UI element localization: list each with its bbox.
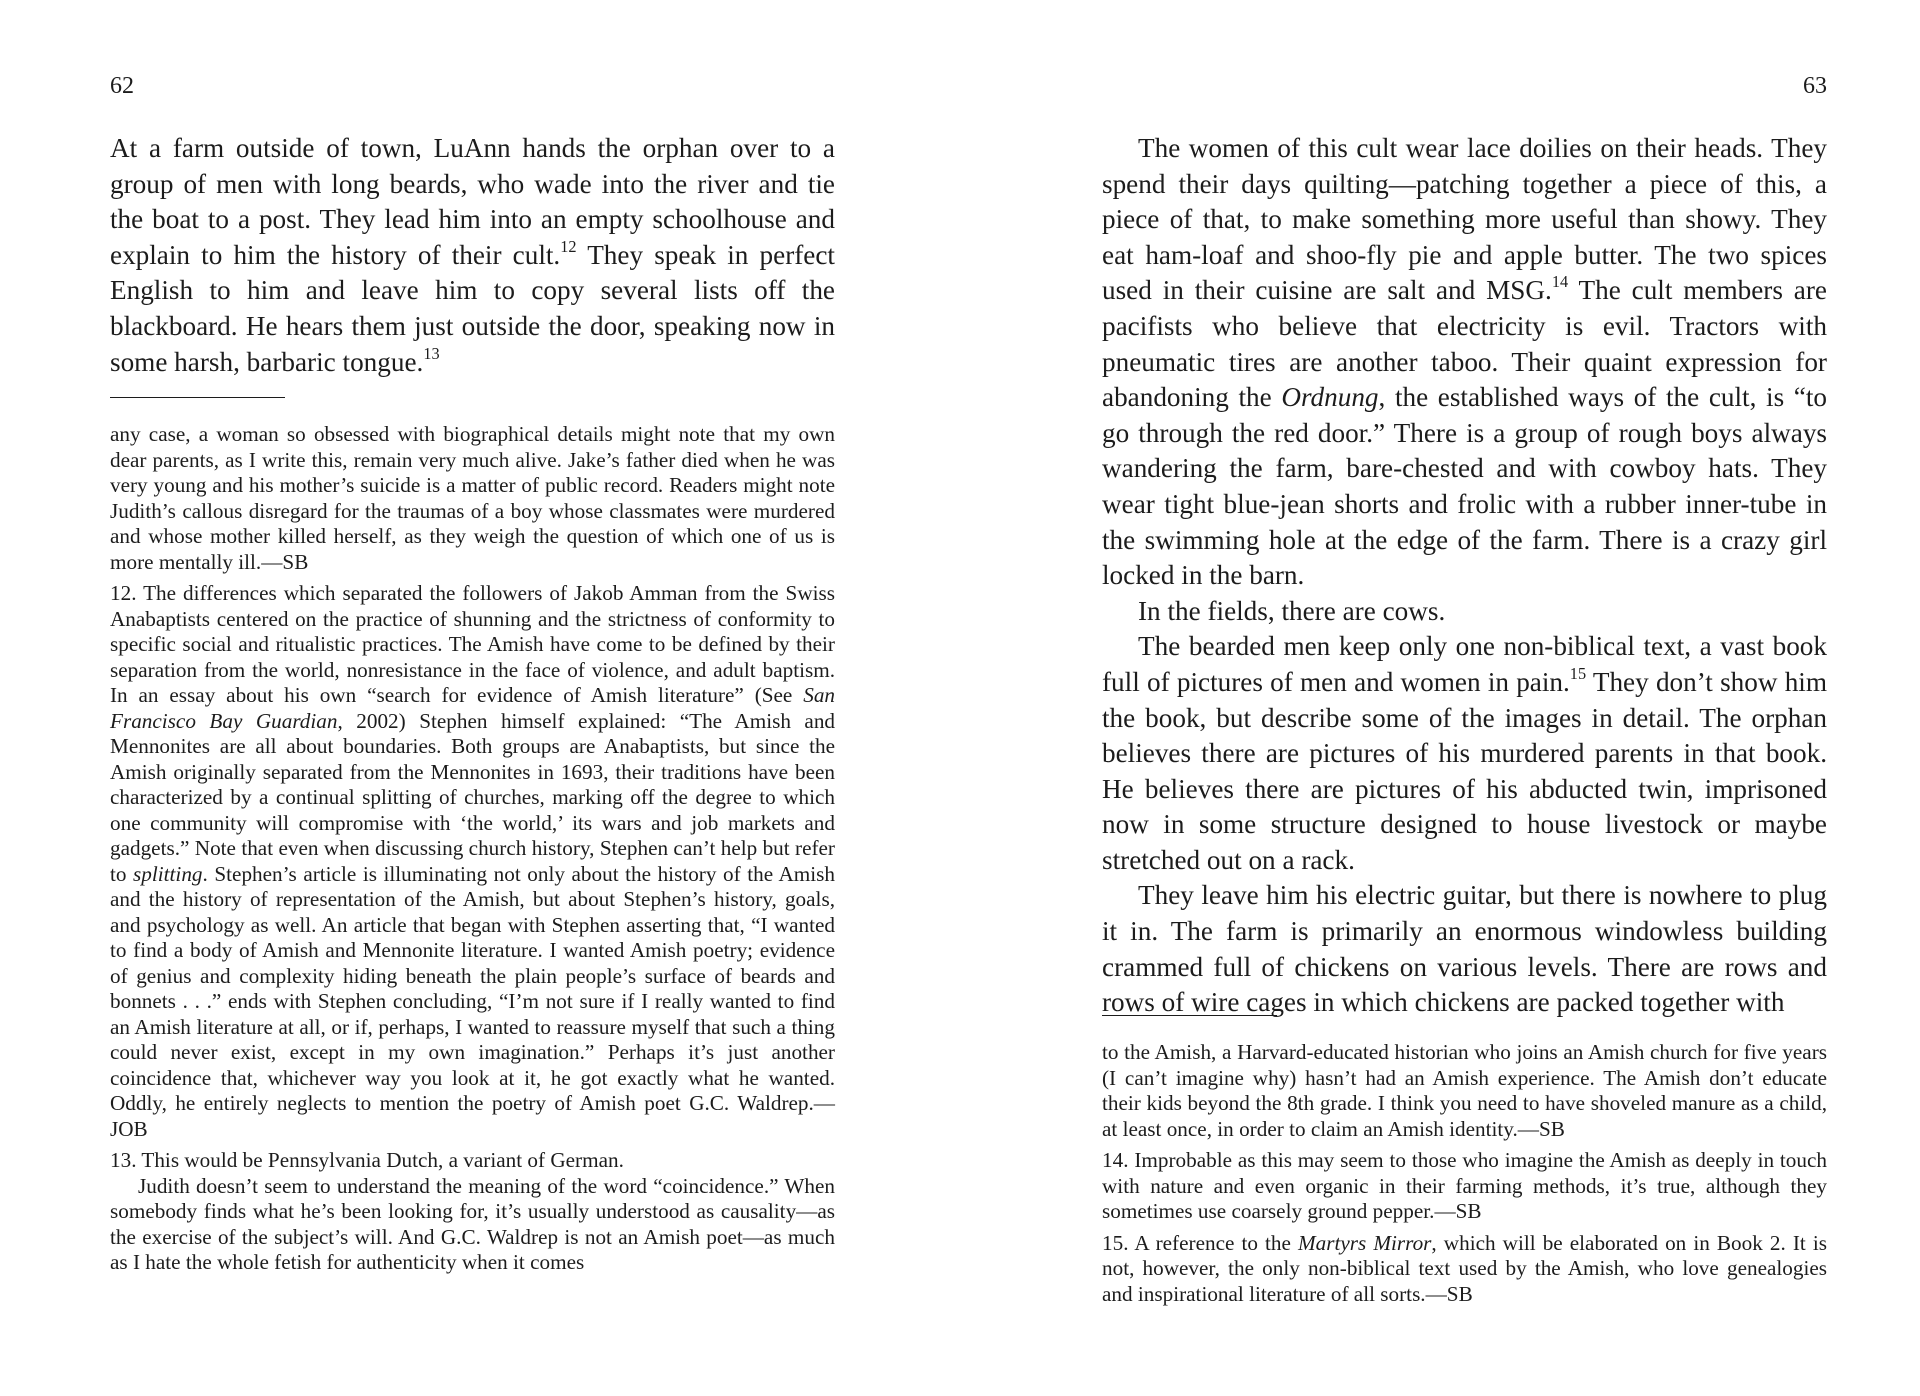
main-text xyxy=(1102,131,1827,1021)
paragraph: At a farm outside of town, LuAnn hands the orphan over to a group of men with long beards, who wade into the river and tie the boat to a post. They lead him into an empty schoolhouse and explain to him the history of their cult.$^{12}$ They speak in perfect English to him and leave him to copy several lists off the blackboard. He hears them just outside the door, speaking now in some harsh, barbaric tongue.$^{13}$ xyxy=(110,133,835,377)
paragraph: They leave him his electric guitar, but there is nowhere to plug it in. The farm is primarily an enormous windowless building crammed full of chickens on various levels. There are rows and rows of wire cages in which chickens are packed together with xyxy=(1102,880,1827,1018)
footnote-14: 14. Improbable as this may seem to those who imagine the Amish as deeply in touch with nature and even organic in their farming methods, it’s true, although they sometimes use coarsely ground pepper.—SB xyxy=(1102,1148,1827,1223)
footnote-continued: to the Amish, a Harvard-educated historian who joins an Amish church for five years (I can’t imagine why) hasn’t had an Amish experience. The Amish don’t educate their kids beyond the 8th grade. I think you need to have shoveled manure as a child, at least once, in order to claim an Amish identity.—SB xyxy=(1102,1040,1827,1141)
main-text xyxy=(110,131,835,380)
footnote-ref[interactable]: 13 xyxy=(423,343,440,363)
footnotes xyxy=(1102,1040,1827,1313)
paragraph: The women of this cult wear lace doilies on their heads. They spend their days quilting—patching together a piece of this, a piece of that, to make something more useful than showy. They eat ham-loaf and shoo-fly pie and apple butter. The two spices used in their cuisine are salt and MSG.$^{14}$ The cult members are pacifists who believe that electricity is evil. Tractors with pneumatic tires are another taboo. Their quaint expression for abandoning the Ordnung, the established ways of the cult, is “to go through the red door.” There is a group of rough boys always wandering the farm, bare-chested and with cowboy hats. They wear tight blue-jean shorts and frolic with a rubber inner-tube in the swimming hole at the edge of the farm. There is a crazy girl locked in the barn. xyxy=(1102,133,1828,591)
footnote-13: 13. This would be Pennsylvania Dutch, a variant of German. xyxy=(110,1148,624,1172)
paragraph: In the fields, there are cows. xyxy=(1138,595,1446,626)
footnote-13-reply: Judith doesn’t seem to understand the meaning of the word “coincidence.” When somebody finds what he’s been looking for, it’s usually understood as causality—as the exercise of the subject’s will. And G.C. Waldrep is not an Amish poet—as much as I hate the whole fetish for authenticity when it comes xyxy=(110,1173,835,1274)
page-number: 62 xyxy=(110,73,134,99)
right-page xyxy=(1102,0,1827,1396)
paragraph: The bearded men keep only one non-biblical text, a vast book full of pictures of men and women in pain.$^{15}$ They don’t show him the book, but describe some of the images in detail. The orphan believes there are pictures of his murdered parents in that book. He believes there are pictures of his abducted twin, imprisoned now in some structure designed to house livestock or maybe stretched out on a rack. xyxy=(1102,631,1827,875)
footnote-ref[interactable]: 14 xyxy=(1551,272,1569,292)
footnote-divider xyxy=(1102,1015,1277,1016)
footnote-12: 12. The differences which separated the followers of Jakob Amman from the Swiss Anabaptists centered on the practice of shunning and the strictness of conformity to specific social and ritualistic practices. The Amish have come to be defined by their separation from the world, nonresistance in the face of violence, and adult baptism. In an essay about his own “search for evidence of Amish literature” (See San Francisco Bay Guardian, 2002) Stephen himself explained: “The Amish and Mennonites are all about boundaries. Both groups are Anabaptists, but since the Amish originally separated from the Mennonites in 1693, their traditions have been characterized by a continual splitting of churches, marking off the degree to which one community will compromise with ‘the world,’ its wars and job markets and gadgets.” Note that even when discussing church history, Stephen can’t help but refer to splitting. Stephen’s article is illuminating not only about the history of the Amish and the history of representation of the Amish, but about Stephen’s history, goals, and psychology as well. An article that began with Stephen asserting that, “I wanted to find a body of Amish and Mennonite literature. I wanted Amish poetry; evidence of genius and complexity hiding beneath the plain people’s surface of beards and bonnets . . .” ends with Stephen concluding, “I’m not sure if I really wanted to find an Amish literature at all, or if, perhaps, I wanted to reassure myself that such a thing could never exist, except in my own imagination.” Perhaps it’s just another coincidence that, whichever way you look at it, he got exactly what he wanted. Oddly, he entirely neglects to mention the poetry of Amish poet G.C. Waldrep.—JOB xyxy=(110,581,836,1141)
page-number: 63 xyxy=(1803,73,1827,99)
footnote-divider xyxy=(110,397,285,398)
footnote-15: 15. A reference to the Martyrs Mirror, which will be elaborated on in Book 2. It is not, however, the only non-biblical text used by the Amish, who love genealogies and inspirational literature of all sorts.—SB xyxy=(1102,1230,1827,1306)
footnote-continued: any case, a woman so obsessed with biographical details might note that my own dear parents, as I write this, remain very much alive. Jake’s father died when he was very young and his mother’s suicide is a matter of public record. Readers might note Judith’s callous disregard for the traumas of a boy whose classmates were murdered and whose mother killed herself, as they weigh the question of which one of us is more mentally ill.—SB xyxy=(110,422,835,574)
footnote-ref[interactable]: 12 xyxy=(560,236,577,256)
footnotes xyxy=(110,422,835,1276)
footnote-ref[interactable]: 15 xyxy=(1569,663,1587,683)
left-page xyxy=(110,0,835,1396)
